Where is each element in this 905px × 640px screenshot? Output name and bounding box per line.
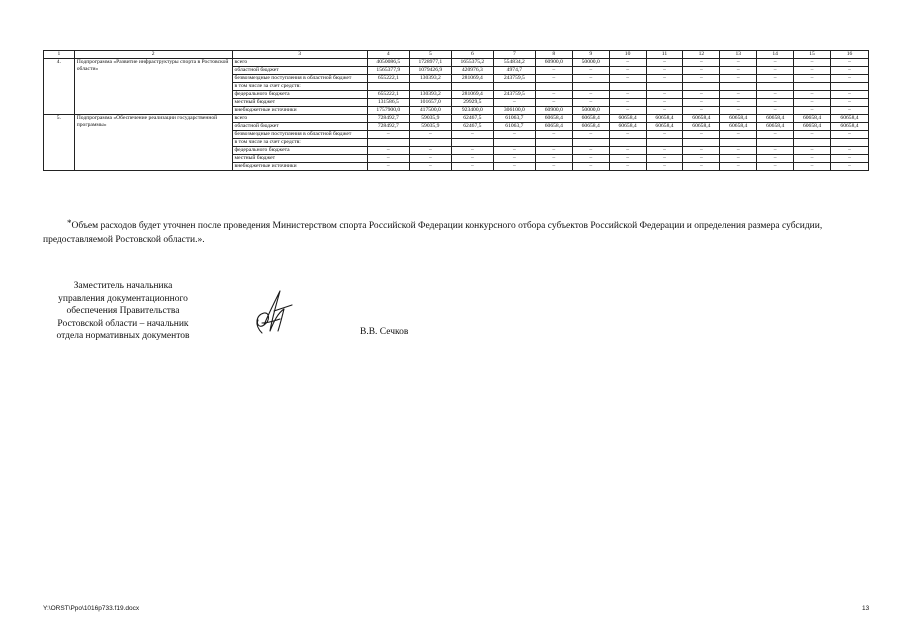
table-cell: –	[609, 75, 646, 83]
funding-source-label: федерального бюджета	[232, 147, 367, 155]
column-header: 1	[44, 51, 75, 59]
table-cell: 60658,4	[572, 123, 609, 131]
column-header: 12	[683, 51, 720, 59]
table-cell: 60658,4	[831, 123, 869, 131]
table-cell: 62467,5	[451, 115, 493, 123]
funding-source-label: местный бюджет	[232, 155, 367, 163]
table-cell: –	[609, 163, 646, 171]
table-cell: –	[609, 67, 646, 75]
table-cell: 417500,0	[409, 107, 451, 115]
table-cell: –	[609, 131, 646, 139]
table-cell: –	[646, 107, 683, 115]
table-cell	[757, 139, 794, 147]
table-cell	[367, 139, 409, 147]
table-cell: –	[367, 131, 409, 139]
table-cell: –	[720, 59, 757, 67]
table-cell	[609, 83, 646, 91]
table-cell: –	[720, 99, 757, 107]
table-cell: –	[831, 131, 869, 139]
table-cell: –	[572, 155, 609, 163]
table-cell	[646, 83, 683, 91]
table-cell: 728492,7	[367, 115, 409, 123]
table-cell: –	[683, 99, 720, 107]
table-cell: 60658,4	[794, 123, 831, 131]
column-header: 15	[794, 51, 831, 59]
table-cell: –	[720, 163, 757, 171]
table-cell: –	[535, 163, 572, 171]
table-cell: 60658,4	[794, 115, 831, 123]
column-header: 13	[720, 51, 757, 59]
footnote-text: Объем расходов будет уточнен после проведения Министерством спорта Российской Федерации конкурсного отбора субъектов Российской Федерации и определения размера субсидии, предоставляемой Ростовской области.».	[43, 221, 823, 245]
table-cell: 4050086,5	[367, 59, 409, 67]
table-cell: –	[794, 107, 831, 115]
table-cell: –	[794, 75, 831, 83]
table-cell: –	[683, 131, 720, 139]
table-cell: –	[646, 163, 683, 171]
table-cell: –	[757, 99, 794, 107]
table-cell: 60900,0	[535, 107, 572, 115]
table-cell: –	[720, 91, 757, 99]
column-header: 9	[572, 51, 609, 59]
table-cell	[409, 83, 451, 91]
table-row	[44, 115, 869, 123]
table-cell: –	[794, 163, 831, 171]
table-cell: –	[720, 155, 757, 163]
column-header: 14	[757, 51, 794, 59]
page-number: 13	[862, 605, 870, 612]
table-cell: –	[720, 107, 757, 115]
table-cell	[720, 83, 757, 91]
table-cell: –	[572, 163, 609, 171]
table-cell: –	[535, 99, 572, 107]
column-header: 2	[74, 51, 232, 59]
table-cell: –	[409, 163, 451, 171]
column-header: 16	[831, 51, 869, 59]
table-cell: –	[451, 155, 493, 163]
table-cell: 61063,7	[493, 115, 535, 123]
table-cell: 60658,4	[683, 123, 720, 131]
table-cell: –	[493, 131, 535, 139]
table-cell: –	[535, 155, 572, 163]
table-cell: 60658,4	[572, 115, 609, 123]
table-cell: –	[409, 131, 451, 139]
table-row	[44, 59, 869, 67]
table-cell: –	[794, 147, 831, 155]
table-cell: 62467,5	[451, 123, 493, 131]
funding-source-label: внебюджетные источники	[232, 163, 367, 171]
table-cell: –	[831, 59, 869, 67]
table-cell: 1757900,0	[367, 107, 409, 115]
table-cell: 1079426,9	[409, 67, 451, 75]
table-cell: –	[757, 107, 794, 115]
signatory-title-line: Ростовской области – начальник	[57, 318, 189, 329]
column-header: 6	[451, 51, 493, 59]
table-cell: –	[409, 155, 451, 163]
table-cell: –	[831, 99, 869, 107]
table-cell: –	[493, 99, 535, 107]
table-cell	[451, 83, 493, 91]
signatory-title-line: обеспечения Правительства	[66, 306, 180, 316]
table-cell: –	[409, 147, 451, 155]
signatory-name: В.В. Сечков	[360, 327, 409, 337]
signatory-title-line: отдела нормативных документов	[56, 331, 190, 341]
table-cell: –	[831, 107, 869, 115]
table-cell: –	[535, 131, 572, 139]
table-cell: –	[683, 163, 720, 171]
funding-source-label: в том числе за счет средств:	[232, 139, 367, 147]
table-cell: –	[794, 67, 831, 75]
funding-source-label: областной бюджет	[232, 67, 367, 75]
funding-source-label: местный бюджет	[232, 99, 367, 107]
table-cell	[757, 83, 794, 91]
table-cell: –	[683, 107, 720, 115]
table-cell: –	[683, 75, 720, 83]
table-cell: –	[609, 147, 646, 155]
table-cell: –	[609, 91, 646, 99]
table-cell: –	[683, 91, 720, 99]
funding-source-label: в том числе за счет средств:	[232, 83, 367, 91]
column-header: 7	[493, 51, 535, 59]
budget-table	[43, 50, 869, 171]
table-cell: –	[572, 99, 609, 107]
column-header: 11	[646, 51, 683, 59]
table-cell: –	[609, 155, 646, 163]
table-cell: 50000,0	[572, 107, 609, 115]
table-cell: –	[646, 67, 683, 75]
table-cell	[794, 83, 831, 91]
signatory-title	[38, 280, 208, 343]
table-cell	[451, 139, 493, 147]
table-cell: 60658,4	[720, 115, 757, 123]
table-cell: –	[572, 75, 609, 83]
table-cell: –	[646, 155, 683, 163]
table-cell	[572, 83, 609, 91]
table-cell: –	[794, 155, 831, 163]
table-cell: 50000,0	[572, 59, 609, 67]
table-cell	[409, 139, 451, 147]
table-cell: 61063,7	[493, 123, 535, 131]
table-cell: –	[493, 155, 535, 163]
table-cell	[493, 139, 535, 147]
table-cell: –	[794, 59, 831, 67]
table-cell: –	[609, 59, 646, 67]
table-cell: –	[794, 99, 831, 107]
table-cell: –	[572, 67, 609, 75]
table-cell: –	[720, 67, 757, 75]
table-cell: 60658,4	[831, 115, 869, 123]
table-cell: 60658,4	[646, 123, 683, 131]
table-cell: –	[831, 91, 869, 99]
table-cell: 29929,5	[451, 99, 493, 107]
table-cell: 59035,9	[409, 115, 451, 123]
table-cell: –	[646, 59, 683, 67]
table-cell: –	[572, 147, 609, 155]
table-cell: –	[720, 75, 757, 83]
table-cell: 60658,4	[757, 123, 794, 131]
table-cell: 655222,1	[367, 91, 409, 99]
funding-source-label: внебюджетные источники	[232, 107, 367, 115]
table-cell: –	[646, 147, 683, 155]
table-cell: –	[720, 131, 757, 139]
funding-source-label: всего	[232, 115, 367, 123]
table-cell: –	[757, 75, 794, 83]
table-cell: 655222,1	[367, 75, 409, 83]
table-cell: 60900,0	[535, 59, 572, 67]
signatory-title-line: управления документационного	[58, 293, 188, 304]
table-cell: –	[683, 59, 720, 67]
table-cell: 101657,0	[409, 99, 451, 107]
table-cell: –	[493, 163, 535, 171]
table-cell: 1565377,9	[367, 67, 409, 75]
table-cell: –	[535, 75, 572, 83]
table-cell: –	[535, 147, 572, 155]
table-cell: –	[572, 91, 609, 99]
table-cell: –	[367, 163, 409, 171]
column-header: 8	[535, 51, 572, 59]
table-cell: 1655375,2	[451, 59, 493, 67]
table-cell: –	[757, 67, 794, 75]
table-cell: –	[757, 91, 794, 99]
table-cell: 60658,4	[535, 115, 572, 123]
file-path: Y:\ORST\Ppo\1016p733.f19.docx	[43, 605, 140, 612]
footnote-marker: *	[67, 218, 72, 228]
table-cell: –	[757, 131, 794, 139]
funding-source-label: всего	[232, 59, 367, 67]
table-cell: –	[757, 163, 794, 171]
table-body	[44, 59, 869, 171]
table-cell: –	[683, 155, 720, 163]
table-cell: 60658,4	[609, 123, 646, 131]
funding-source-label: безвозмездные поступления в областной бюджет	[232, 75, 367, 83]
table-cell: –	[794, 91, 831, 99]
table-cell	[683, 83, 720, 91]
table-cell: 243759,5	[493, 75, 535, 83]
table-cell: –	[451, 163, 493, 171]
table-cell	[367, 83, 409, 91]
table-cell: 4974,7	[493, 67, 535, 75]
table-cell	[535, 83, 572, 91]
table-cell: –	[451, 131, 493, 139]
column-header: 4	[367, 51, 409, 59]
table-cell: 60658,4	[646, 115, 683, 123]
table-cell: –	[720, 147, 757, 155]
table-cell: –	[831, 155, 869, 163]
table-cell	[831, 83, 869, 91]
table-cell: 131586,5	[367, 99, 409, 107]
column-header: 3	[232, 51, 367, 59]
table-cell: 60658,4	[683, 115, 720, 123]
table-cell	[609, 139, 646, 147]
table-cell	[794, 139, 831, 147]
table-cell: 420976,3	[451, 67, 493, 75]
table-cell: –	[493, 147, 535, 155]
funding-source-label: областной бюджет	[232, 123, 367, 131]
table-cell: –	[646, 99, 683, 107]
table-cell: 60658,4	[720, 123, 757, 131]
column-header: 10	[609, 51, 646, 59]
table-cell: –	[609, 99, 646, 107]
table-cell	[831, 139, 869, 147]
table-cell: 130393,2	[409, 91, 451, 99]
table-cell: –	[646, 91, 683, 99]
table-cell: 60658,4	[757, 115, 794, 123]
table-cell: –	[831, 163, 869, 171]
table-cell: –	[757, 59, 794, 67]
table-cell	[493, 83, 535, 91]
subprogram-title: Подпрограмма «Обеспечение реализации государственной программы»	[74, 115, 232, 171]
table-cell: –	[451, 147, 493, 155]
table-cell: 243759,5	[493, 91, 535, 99]
row-index: 5.	[44, 115, 75, 171]
table-cell: 60658,4	[609, 115, 646, 123]
table-cell: 306100,0	[493, 107, 535, 115]
table-cell: –	[535, 67, 572, 75]
table-cell	[683, 139, 720, 147]
table-cell: 923400,0	[451, 107, 493, 115]
table-cell: 130393,2	[409, 75, 451, 83]
table-cell: 59035,9	[409, 123, 451, 131]
table-cell: –	[757, 147, 794, 155]
handwritten-signature-icon	[248, 285, 298, 340]
table-cell: –	[831, 67, 869, 75]
signatory-title-line: Заместитель начальника	[73, 281, 173, 291]
table-header-row	[44, 51, 869, 59]
table-cell	[646, 139, 683, 147]
table-cell: 1728977,1	[409, 59, 451, 67]
column-header: 5	[409, 51, 451, 59]
table-cell: 60658,4	[535, 123, 572, 131]
table-cell: –	[572, 131, 609, 139]
table-cell: –	[367, 155, 409, 163]
row-index: 4.	[44, 59, 75, 115]
table-cell: –	[683, 147, 720, 155]
footnote	[43, 216, 871, 247]
table-cell: 554834,2	[493, 59, 535, 67]
table-cell: 281069,4	[451, 75, 493, 83]
table-cell: 281069,4	[451, 91, 493, 99]
subprogram-title: Подпрограмма «Развитие инфраструктуры спорта в Ростовской области»	[74, 59, 232, 115]
table-cell: –	[646, 131, 683, 139]
table-cell	[535, 139, 572, 147]
table-cell: –	[831, 147, 869, 155]
table-cell: –	[535, 91, 572, 99]
table-cell: –	[794, 131, 831, 139]
funding-source-label: федерального бюджета	[232, 91, 367, 99]
table-cell: –	[757, 155, 794, 163]
table-cell	[720, 139, 757, 147]
table-cell: –	[609, 107, 646, 115]
table-cell: –	[646, 75, 683, 83]
table-cell: –	[831, 75, 869, 83]
table-cell	[572, 139, 609, 147]
table-cell: –	[367, 147, 409, 155]
table-cell: 728492,7	[367, 123, 409, 131]
table-cell: –	[683, 67, 720, 75]
funding-source-label: безвозмездные поступления в областной бюджет	[232, 131, 367, 139]
